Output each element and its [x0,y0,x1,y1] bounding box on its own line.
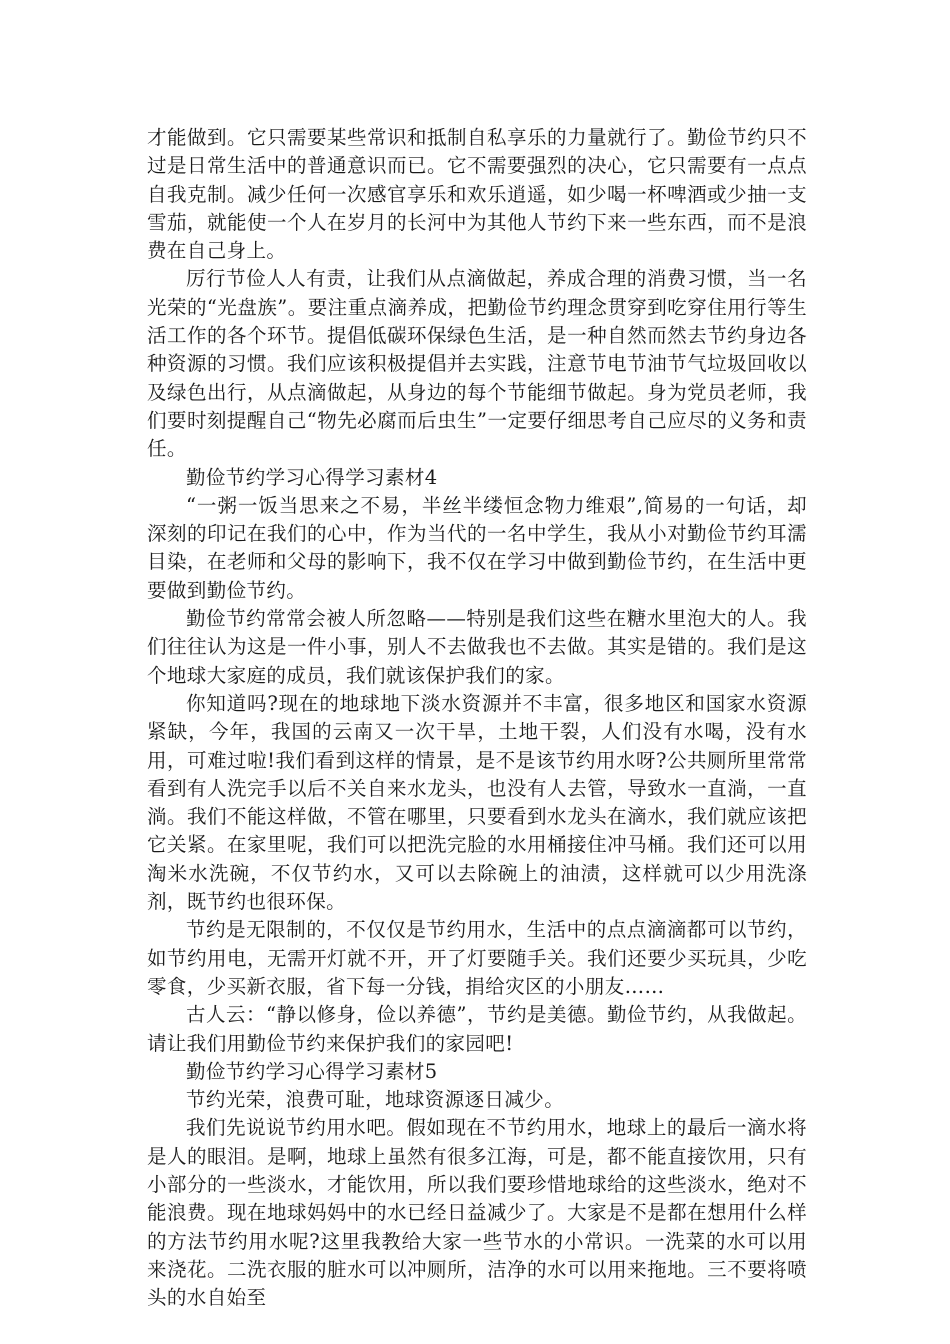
paragraph: 节约是无限制的，不仅仅是节约用水，生活中的点点滴滴都可以节约，如节约用电，无需开灯就不开，开了灯要随手关。我们还要少买玩具，少吃零食，少买新衣服，省下每一分钱，捐给灾区的小朋友…… [147,918,807,998]
paragraph: 你知道吗?现在的地球地下淡水资源并不丰富，很多地区和国家水资源紧缺，今年，我国的云南又一次干旱，土地干裂，人们没有水喝，没有水用，可难过啦!我们看到这样的情景，是不是该节约用水呀?公共厕所里常常看到有人洗完手以后不关自来水龙头，也没有人去管，导致水一直淌，一直淌。我们不能这样做，不管在哪里，只要看到水龙头在滴水，我们就应该把它关紧。在家里呢，我们可以把洗完脸的水用桶接住冲马桶。我们还可以用淘米水洗碗，不仅节约水，又可以去除碗上的油渍，这样就可以少用洗涤剂，既节约也很环保。 [147,691,807,914]
paragraph: 我们先说说节约用水吧。假如现在不节约用水，地球上的最后一滴水将是人的眼泪。是啊，地球上虽然有很多江海，可是，都不能直接饮用，只有小部分的一些淡水，才能饮用，所以我们要珍惜地球给的这些淡水，绝对不能浪费。现在地球妈妈中的水已经日益减少了。大家是不是都在想用什么样的方法节约用水呢?这里我教给大家一些节水的小常识。一洗菜的水可以用来浇花。二洗衣服的脏水可以冲厕所，洁净的水可以用来拖地。三不要将喷头的水自始至 [147,1116,807,1310]
paragraph: 古人云：“静以修身，俭以养德”，节约是美德。勤俭节约，从我做起。请让我们用勤俭节约来保护我们的家园吧! [147,1003,807,1055]
section-heading: 勤俭节约学习心得学习素材4 [186,465,438,489]
paragraph: “一粥一饭当思来之不易，半丝半缕恒念物力维艰”,简易的一句话，却深刻的印记在我们的心中，作为当代的一名中学生，我从小对勤俭节约耳濡目染，在老师和父母的影响下，我不仅在学习中做到勤俭节约，在生活中更要做到勤俭节约。 [147,493,807,602]
section-heading: 勤俭节约学习心得学习素材5 [186,1059,438,1083]
document-body [147,124,807,1312]
paragraph: 节约光荣，浪费可耻，地球资源逐日减少。 [186,1088,565,1112]
paragraph: 才能做到。它只需要某些常识和抵制自私享乐的力量就行了。勤俭节约只不过是日常生活中的普通意识而已。它不需要强烈的决心，它只需要有一点点自我克制。减少任何一次感官享乐和欢乐逍遥，如少喝一杯啤酒或少抽一支雪茄，就能使一个人在岁月的长河中为其他人节约下来一些东西，而不是浪费在自己身上。 [147,126,807,263]
paragraph: 勤俭节约常常会被人所忽略——特别是我们这些在糖水里泡大的人。我们往往认为这是一件小事，别人不去做我也不去做。其实是错的。我们是这个地球大家庭的成员，我们就该保护我们的家。 [147,607,807,687]
paragraph: 厉行节俭人人有责，让我们从点滴做起，养成合理的消费习惯，当一名光荣的“光盘族”。要注重点滴养成，把勤俭节约理念贯穿到吃穿住用行等生活工作的各个环节。提倡低碳环保绿色生活，是一种自然而然去节约身边各种资源的习惯。我们应该积极提倡并去实践，注意节电节油节气垃圾回收以及绿色出行，从点滴做起，从身边的每个节能细节做起。身为党员老师，我们要时刻提醒自己“物先必腐而后虫生”一定要仔细思考自己应尽的义务和责任。 [147,267,807,461]
